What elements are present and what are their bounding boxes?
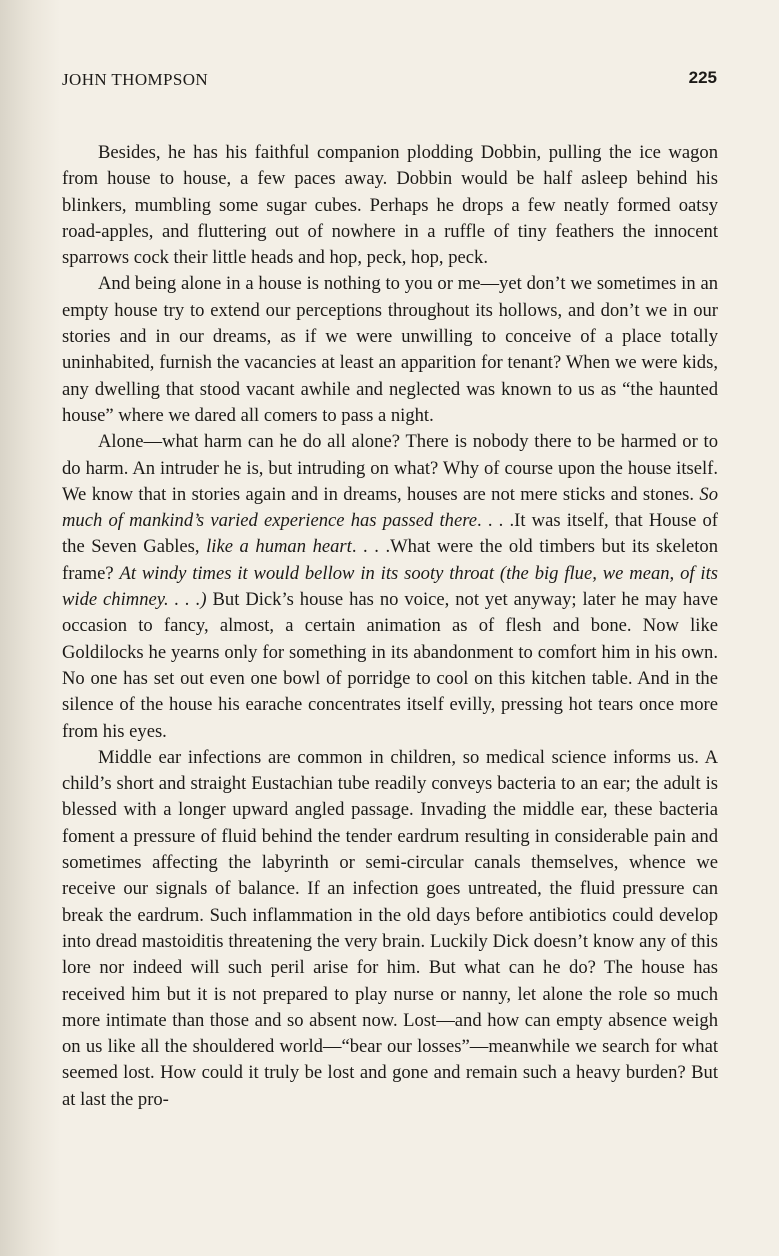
- italic-text-segment: like a human heart: [206, 536, 352, 558]
- italic-text-segment: So much of mankind’s varied experience has passed there: [62, 483, 718, 532]
- text-segment: . . . .What were the old timbers but its skeleton frame?: [62, 536, 719, 584]
- text-segment: . . . .It was itself, that House of the Seven Gables,: [62, 510, 718, 558]
- text-segment: But Dick’s house has no voice, not yet anyway; later he may have occasion to fancy, almost, a certain animation as of flesh and bone. Now like Goldilocks he yearns only for something in its abandonment to comfort him in his own. No one has set out even one bowl of porridge to cool on this kitchen table. And in the silence of the house his earache concentrates itself evilly, pressing hot tears once more from his eyes.: [62, 589, 718, 742]
- paragraph: [62, 140, 718, 271]
- italic-text-segment: At windy times it would bellow in its sooty throat (the big flue, we mean, of its wide chimney. . . .): [62, 562, 718, 611]
- running-head-author: JOHN THOMPSON: [62, 70, 209, 89]
- running-head: [62, 68, 717, 94]
- paragraph: [62, 271, 718, 429]
- page-gutter-shadow: [0, 0, 60, 1256]
- text-segment: Middle ear infections are common in children, so medical science informs us. A child’s short and straight Eustachian tube readily conveys bacteria to an ear; the adult is blessed with a longer upward angled passage. Invading the middle ear, these bacteria foment a pressure of fluid behind the tender eardrum resulting in considerable pain and sometimes affecting the labyrinth or semi-circular canals themselves, whence we receive our signals of balance. If an infection goes untreated, the fluid pressure can break the eardrum. Such inflammation in the old days before antibiotics could develop into dread mastoiditis threatening the very brain. Luckily Dick doesn’t know any of this lore nor indeed will such peril arise for him. But what can he do? The house has received him but it is not prepared to play nurse or nanny, let alone the role so much more intimate than those and so absent now. Lost—and how can empty absence weigh on us like all the shouldered world—“bear our losses”—meanwhile we search for what seemed lost. How could it truly be lost and gone and remain such a heavy burden? But at last the pro-: [62, 746, 718, 1110]
- page-number: 225: [688, 68, 717, 87]
- text-segment: And being alone in a house is nothing to you or me—yet don’t we sometimes in an empty house try to extend our perceptions throughout its hollows, and don’t we in our stories and in our dreams, as if we were unwilling to conceive of a place totally uninhabited, furnish the vacancies at least an apparition for tenant? When we were kids, any dwelling that stood vacant awhile and neglected was known to us as “the haunted house” where we dared all comers to pass a night.: [62, 273, 718, 426]
- paragraph: [62, 745, 718, 1113]
- text-segment: Alone—what harm can he do all alone? There is nobody there to be harmed or to do harm. An intruder he is, but intruding on what? Why of course upon the house itself. We know that in stories again and in dreams, houses are not mere sticks and stones.: [62, 431, 718, 505]
- text-segment: Besides, he has his faithful companion plodding Dobbin, pulling the ice wagon from house to house, a few paces away. Dobbin would be half asleep behind his blinkers, mumbling some sugar cubes. Perhaps he drops a few neatly formed oatsy road-apples, and fluttering out of nowhere in a ruffle of tiny feathers the innocent sparrows cock their little heads and hop, peck, hop, peck.: [62, 142, 718, 269]
- paragraph: [62, 429, 718, 745]
- body-text: [62, 140, 718, 1113]
